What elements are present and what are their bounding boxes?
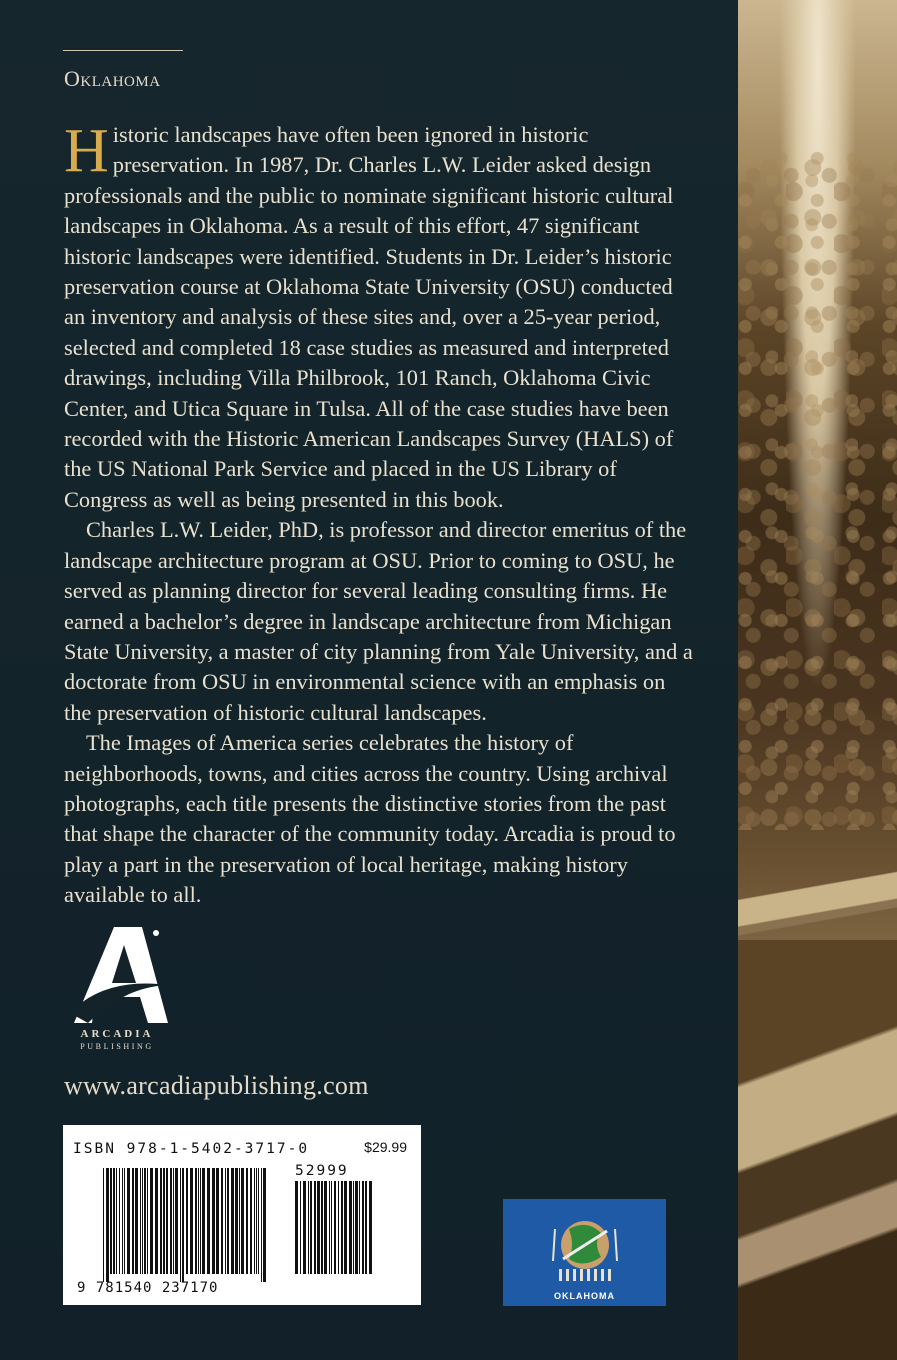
barcode-bar: [216, 1168, 219, 1274]
barcode-bar: [341, 1181, 343, 1274]
barcode-bar: [186, 1168, 188, 1274]
barcode-bar: [180, 1168, 181, 1282]
cover-photo-strip: [738, 0, 897, 1360]
publisher-sub: PUBLISHING: [80, 1042, 154, 1051]
ean-digits: 9 781540 237170: [77, 1280, 219, 1296]
barcode-bar: [329, 1181, 330, 1274]
barcode-bar: [331, 1181, 332, 1274]
barcode-bar: [173, 1168, 174, 1274]
barcode-bar: [338, 1181, 339, 1274]
addon-barcode: [293, 1181, 373, 1282]
publisher-url[interactable]: www.arcadiapublishing.com: [64, 1071, 369, 1100]
barcode-bar: [155, 1168, 158, 1274]
barcode-bar: [116, 1168, 117, 1274]
barcode-bar: [166, 1168, 168, 1274]
arcadia-a-logo-icon: [64, 925, 174, 1025]
barcode-bar: [254, 1168, 255, 1274]
barcode-bar: [349, 1181, 352, 1274]
barcode-bar: [310, 1181, 312, 1274]
dropcap-letter: H: [64, 117, 109, 185]
barcode-bar: [160, 1168, 162, 1274]
barcode-bar: [119, 1168, 120, 1274]
barcode-bar: [170, 1168, 172, 1274]
paragraph-1: [64, 117, 698, 515]
barcode-bar: [314, 1181, 316, 1274]
barcode-bar: [135, 1168, 138, 1274]
barcode-bar: [190, 1168, 193, 1274]
barcode-bar: [241, 1168, 244, 1274]
barcode-bar: [132, 1168, 134, 1274]
barcode-bar: [317, 1181, 320, 1274]
oklahoma-flag: [503, 1199, 666, 1306]
barcode-bar: [250, 1168, 252, 1274]
header-rule: [63, 50, 183, 51]
barcode-bar: [122, 1168, 123, 1274]
barcode-bar: [207, 1168, 210, 1274]
description: [64, 117, 698, 911]
barcode-bar: [321, 1181, 323, 1274]
barcode-bar: [261, 1168, 262, 1282]
barcode-bar: [246, 1168, 248, 1274]
barcode-bar: [231, 1168, 234, 1274]
barcode-bar: [362, 1181, 364, 1274]
barcode-bar: [124, 1168, 125, 1274]
state-label: Oklahoma: [64, 66, 161, 91]
ean-barcode: [101, 1168, 283, 1282]
barcode-bar: [353, 1181, 354, 1274]
barcode-bar: [344, 1181, 347, 1274]
barcode-bar: [235, 1168, 238, 1274]
barcode-bar: [106, 1168, 109, 1282]
barcode-bar: [369, 1181, 372, 1274]
photo-garden-path: [738, 940, 897, 1360]
barcode-bar: [182, 1168, 184, 1282]
barcode-bar: [163, 1168, 165, 1274]
barcode-bar: [140, 1168, 141, 1274]
barcode-bar: [227, 1168, 229, 1274]
isbn-text: ISBN 978-1-5402-3717-0: [73, 1141, 310, 1157]
barcode-bar: [221, 1168, 223, 1274]
barcode-bar: [239, 1168, 240, 1274]
barcode-bar: [256, 1168, 257, 1274]
barcode-bar: [200, 1168, 201, 1274]
barcode-bar: [303, 1181, 306, 1274]
barcode-bar: [144, 1168, 146, 1274]
paragraph-2: Charles L.W. Leider, PhD, is professor and director emeritus of the landscape architecture program at OSU. Prior to coming to OSU, he served as planning director for several leading consulting firms. He earned a bachelor’s degree in landscape architecture from Michigan State University, a master of city planning from Yale University, and a doctorate from OSU in environmental science with an emphasis on the preservation of historic cultural landscapes.: [64, 517, 693, 725]
barcode-bar: [300, 1181, 301, 1274]
barcode-bar: [295, 1181, 298, 1274]
barcode-bar: [147, 1168, 148, 1274]
barcode-bar: [113, 1168, 115, 1274]
price-label: $29.99: [364, 1139, 407, 1155]
barcode-bar: [359, 1181, 360, 1274]
barcode-bar: [202, 1168, 205, 1274]
paragraph-1-text: istoric landscapes have often been ignored in historic preservation. In 1987, Dr. Charles L.W. Leider asked design professionals and the public to nominate significant historic cultural landscapes in Oklahoma. As a result of this effort, 47 significant historic landscapes were identified. Students in Dr. Leider’s historic preservation course at Oklahoma State University (OSU) conducted an inventory and analysis of these sites and, over a 25-year period, selected and completed 18 case studies as measured and interpreted drawings, including Villa Philbrook, 101 Ranch, Oklahoma Civic Center, and Utica Square in Tulsa. All of the case studies have been recorded with the Historic American Landscapes Survey (HALS) of the US National Park Service and placed in the US Library of Congress as well as being presented in this book.: [64, 122, 674, 512]
barcode-bar: [110, 1168, 112, 1274]
paragraph-3: The Images of America series celebrates the history of neighborhoods, towns, and cities across the country. Using archival photographs, each title presents the distinctive stories from the past that shape the character of the community today. Arcadia is proud to play a part in the preservation of local heritage, making history available to all.: [64, 730, 676, 908]
barcode-bar: [308, 1181, 309, 1274]
barcode-bar: [195, 1168, 197, 1274]
barcode-bar: [103, 1168, 104, 1282]
barcode-bar: [324, 1181, 327, 1274]
barcode-bar: [263, 1168, 266, 1282]
addon-number: 52999: [295, 1163, 349, 1179]
flag-label: OKLAHOMA: [554, 1291, 615, 1301]
barcode-block: [63, 1125, 421, 1305]
barcode-bar: [175, 1168, 178, 1274]
barcode-bar: [150, 1168, 153, 1274]
barcode-bar: [142, 1168, 143, 1274]
publisher-logo: [64, 925, 174, 1055]
barcode-bar: [225, 1168, 226, 1274]
barcode-bar: [127, 1168, 130, 1274]
barcode-bar: [365, 1181, 367, 1274]
barcode-bar: [334, 1181, 336, 1274]
photo-trees: [738, 150, 897, 830]
publisher-name: ARCADIA: [80, 1028, 154, 1040]
barcode-bar: [355, 1181, 358, 1274]
barcode-bar: [212, 1168, 215, 1274]
barcode-bar: [258, 1168, 259, 1274]
barcode-bar: [198, 1168, 199, 1274]
